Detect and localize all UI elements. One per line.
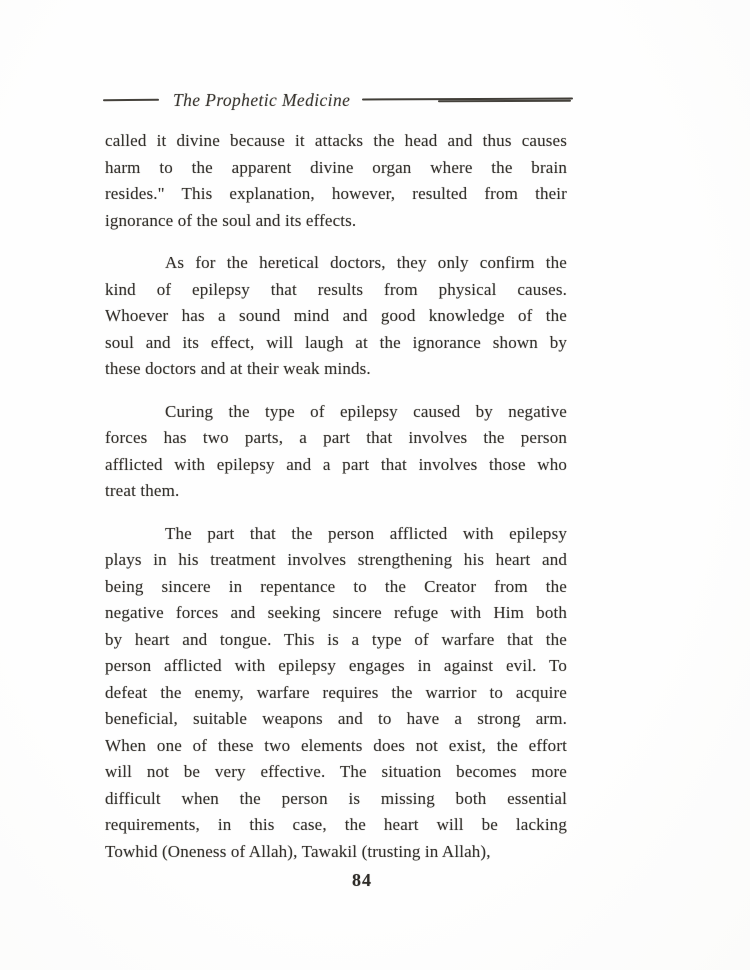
text-line: treat them. [105, 481, 180, 500]
text-line: Whoever has a sound mind and good knowledge of the [105, 306, 567, 325]
text-line: harm to the apparent divine organ where the brain [105, 157, 567, 177]
text-line: by heart and tongue. This is a type of warfare that the [105, 629, 567, 649]
text-line: forces has two parts, a part that involves the person [105, 428, 567, 447]
text-line: As for the heretical doctors, they only confirm the [165, 253, 567, 272]
header-rule-right [362, 96, 573, 104]
text-line: When one of these two elements does not exist, the effort [105, 735, 567, 755]
text-line: being sincere in repentance to the Creator from the [105, 576, 567, 596]
text-line: beneficial, suitable weapons and to have a strong arm. [105, 709, 567, 728]
text-line: ignorance of the soul and its effects. [105, 210, 357, 230]
text-line: negative forces and seeking sincere refuge with Him both [105, 603, 567, 622]
text-line: defeat the enemy, warfare requires the warrior to acquire [105, 682, 567, 702]
paragraph [105, 521, 567, 866]
text-line: resides." This explanation, however, resulted from their [105, 184, 567, 203]
text-line: will not be very effective. The situation becomes more [105, 762, 567, 781]
text-line: called it divine because it attacks the head and thus causes [105, 131, 567, 150]
text-line: Towhid (Oneness of Allah), Tawakil (trusting in Allah), [105, 841, 491, 861]
text-line: difficult when the person is missing both essential [105, 788, 567, 808]
text-line: The part that the person afflicted with epilepsy [165, 523, 567, 543]
header-rule-left [103, 97, 159, 103]
text-line: kind of epilepsy that results from physical causes. [105, 279, 567, 299]
page-body [105, 128, 567, 881]
text-line: soul and its effect, will laugh at the ignorance shown by [105, 332, 567, 352]
running-header [103, 85, 573, 115]
paragraph [105, 128, 567, 234]
paragraph [105, 399, 567, 505]
page-number: 84 [352, 870, 372, 890]
header-title: The Prophetic Medicine [173, 89, 351, 110]
paragraph [105, 250, 567, 383]
text-line: person afflicted with epilepsy engages in against evil. To [105, 656, 567, 675]
text-line: plays in his treatment involves strengthening his heart and [105, 550, 567, 569]
text-line: these doctors and at their weak minds. [105, 359, 371, 378]
text-line: afflicted with epilepsy and a part that involves those who [105, 454, 567, 474]
text-line: Curing the type of epilepsy caused by negative [165, 401, 567, 421]
text-line: requirements, in this case, the heart will be lacking [105, 815, 567, 834]
